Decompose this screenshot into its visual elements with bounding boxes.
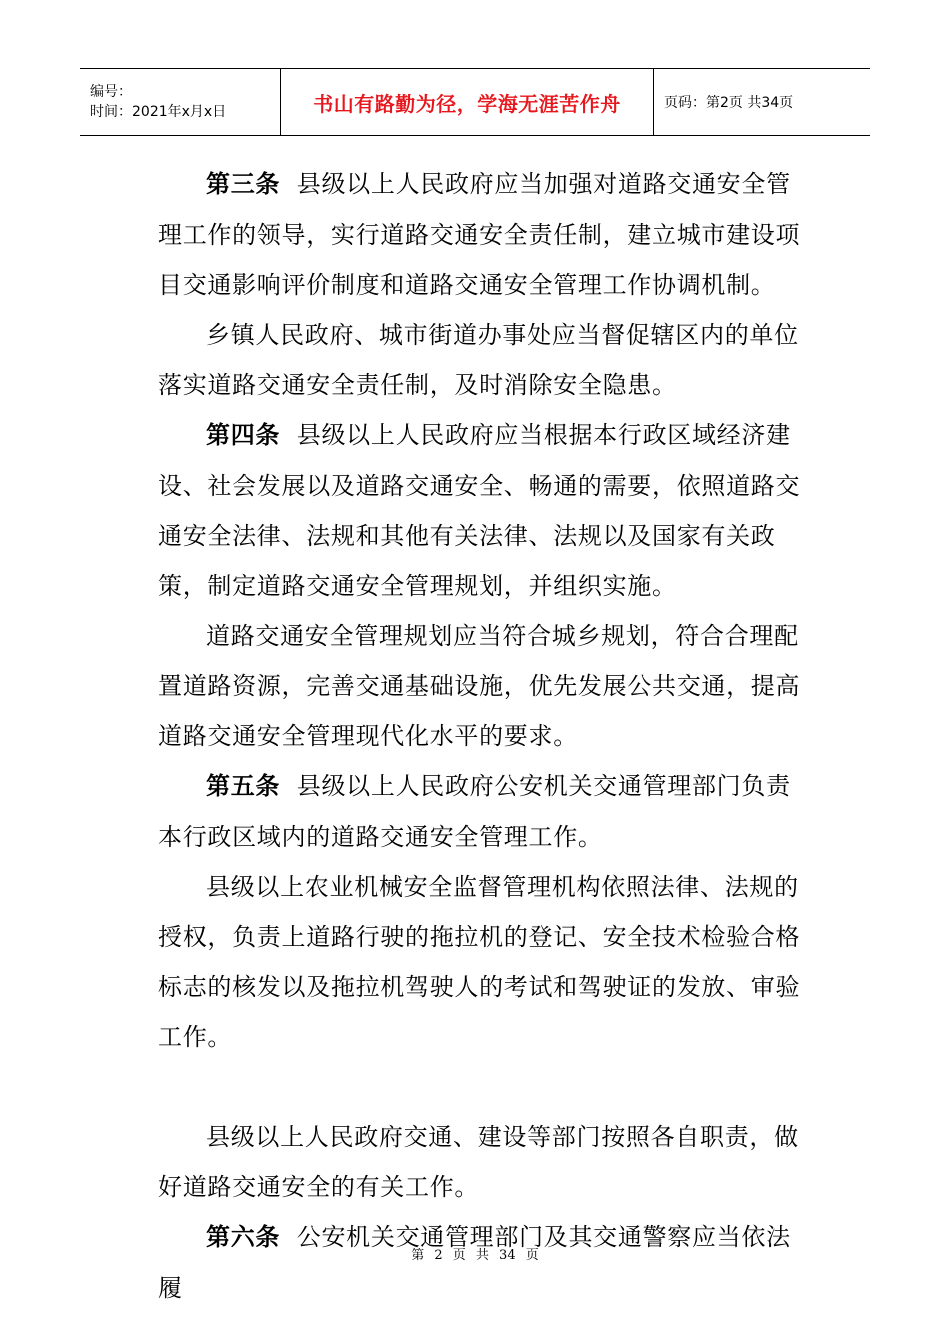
header-motto: 书山有路勤为径，学海无涯苦作舟	[313, 91, 621, 116]
paragraph-text: 县级以上人民政府公安机关交通管理部门负责本行政区域内的道路交通安全管理工作。	[158, 772, 791, 851]
article-heading: 第六条	[206, 1224, 281, 1251]
document-body	[158, 159, 808, 1313]
paragraph-text: 县级以上人民政府交通、建设等部门按照各自职责，做好道路交通安全的有关工作。	[158, 1123, 799, 1201]
paragraph	[158, 862, 808, 1062]
paragraph	[158, 611, 808, 761]
paragraph-article-5	[158, 761, 808, 862]
article-heading: 第四条	[206, 422, 281, 449]
page-footer: 第 2 页 共 34 页	[411, 1248, 539, 1263]
paragraph-text: 公安机关交通管理部门及其交通警察应当依法履	[158, 1223, 791, 1302]
header-page-cell	[654, 69, 870, 135]
header-info-cell	[80, 69, 281, 135]
paragraph-article-3	[158, 159, 808, 310]
document-time-label: 时间：2021年x月x日	[90, 104, 227, 120]
header-motto-cell	[281, 69, 654, 135]
paragraph	[158, 310, 808, 410]
page-header	[80, 68, 870, 136]
article-heading: 第五条	[206, 773, 281, 800]
header-page-code: 页码：第2页 共34页	[664, 95, 794, 111]
paragraph-text: 道路交通安全管理规划应当符合城乡规划，符合合理配置道路资源，完善交通基础设施，优先发展公共交通，提高道路交通安全管理现代化水平的要求。	[158, 622, 801, 750]
paragraph-text: 县级以上人民政府应当根据本行政区域经济建设、社会发展以及道路交通安全、畅通的需要，依照道路交通安全法律、法规和其他有关法律、法规以及国家有关政策，制定道路交通安全管理规划，并组织实施。	[158, 421, 801, 600]
paragraph	[158, 1112, 808, 1212]
paragraph-article-4	[158, 410, 808, 611]
document-number-label: 编号：	[90, 84, 132, 100]
article-heading: 第三条	[206, 171, 281, 198]
paragraph-text: 县级以上人民政府应当加强对道路交通安全管理工作的领导，实行道路交通安全责任制，建立城市建设项目交通影响评价制度和道路交通安全管理工作协调机制。	[158, 170, 801, 299]
paragraph-text: 县级以上农业机械安全监督管理机构依照法律、法规的授权，负责上道路行驶的拖拉机的登记、安全技术检验合格标志的核发以及拖拉机驾驶人的考试和驾驶证的发放、审验工作。	[158, 873, 801, 1051]
paragraph-text: 乡镇人民政府、城市街道办事处应当督促辖区内的单位落实道路交通安全责任制，及时消除安全隐患。	[158, 321, 799, 399]
